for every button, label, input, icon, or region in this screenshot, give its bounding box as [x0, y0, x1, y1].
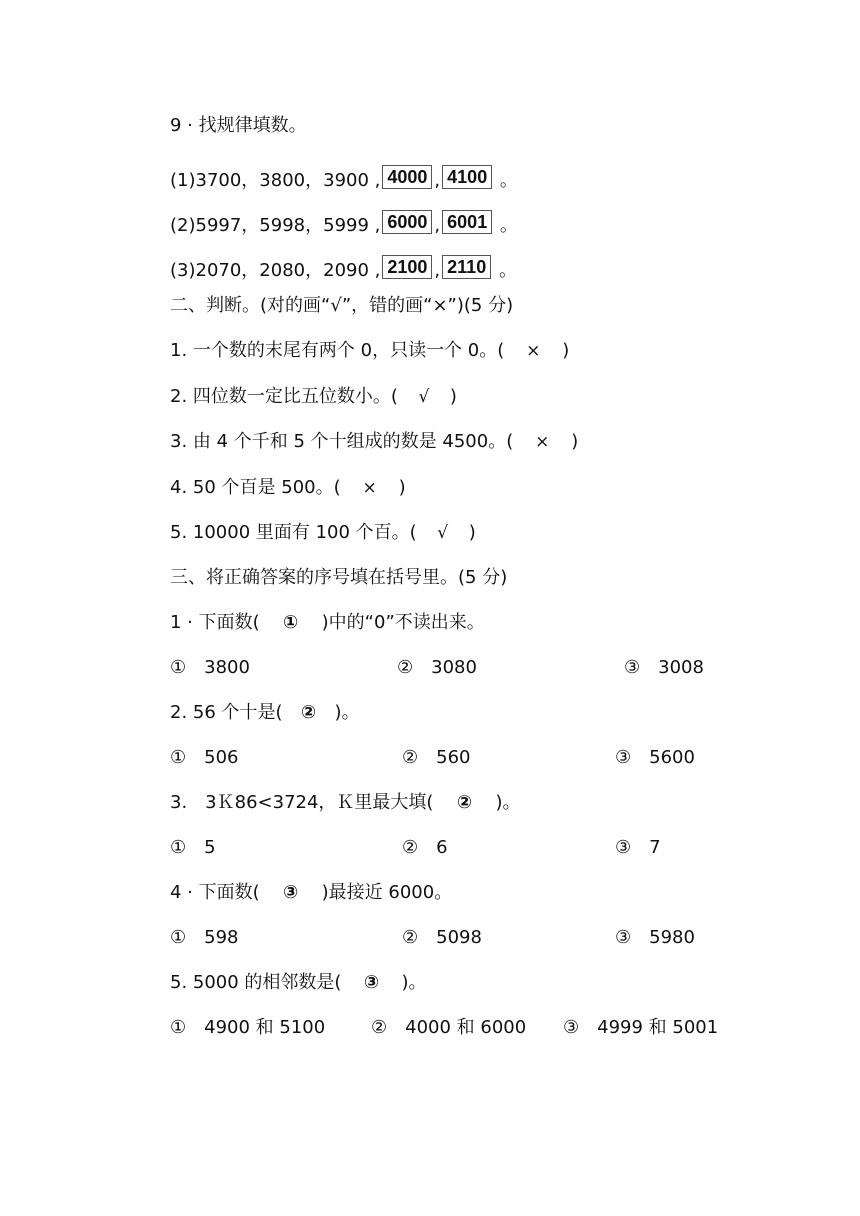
separator: , [434, 170, 441, 191]
q9-item-2 [170, 210, 518, 238]
judge-item-1 [170, 339, 569, 363]
judge-item-4 [170, 476, 406, 500]
choice-q2 [170, 701, 360, 725]
q9-item-prefix: (3)2070，2080，2090 , [170, 260, 381, 281]
judge-item-2 [170, 385, 457, 409]
judge-question: 5. 10000 里面有 100 个百。( [170, 522, 417, 543]
close-paren: ) [449, 386, 457, 407]
answer-box[interactable]: 2110 [442, 255, 491, 279]
option-3[interactable]: ③ 5980 [615, 927, 695, 948]
answer-box[interactable]: 4100 [442, 165, 492, 189]
q9-item-prefix: (2)5997，5998，5999 , [170, 215, 381, 236]
period: 。 [494, 215, 518, 236]
option-1[interactable]: ① 506 [170, 747, 239, 768]
close-paren: ) [468, 522, 476, 543]
cross-mark[interactable]: × [535, 432, 550, 452]
answer-box[interactable]: 4000 [382, 165, 432, 189]
choice-q1 [170, 611, 485, 635]
answer-box[interactable]: 6001 [442, 210, 492, 234]
question-text: )。 [334, 702, 360, 723]
question-text: 4 · 下面数( [170, 882, 260, 903]
question-text: 3. 3Ｋ86<3724，Ｋ里最大填( [170, 792, 434, 813]
q9-item-3 [170, 255, 517, 283]
q9-item-1 [170, 165, 518, 193]
cross-mark[interactable]: × [526, 341, 541, 361]
answer-circled[interactable]: ② [300, 702, 317, 723]
q9-title: 9 · 找规律填数。 [170, 115, 307, 136]
question-text: 5. 5000 的相邻数是( [170, 972, 342, 993]
option-1[interactable]: ① 4900 和 5100 [170, 1017, 326, 1038]
answer-box[interactable]: 6000 [382, 210, 432, 234]
answer-circled[interactable]: ② [456, 792, 473, 813]
question-text: 2. 56 个十是( [170, 702, 283, 723]
q9-item-prefix: (1)3700，3800，3900 , [170, 170, 381, 191]
answer-circled[interactable]: ③ [283, 882, 299, 903]
option-2[interactable]: ② 3080 [397, 657, 477, 678]
judge-question: 4. 50 个百是 500。( [170, 477, 341, 498]
option-1[interactable]: ① 3800 [170, 657, 250, 678]
choice-q5 [170, 971, 426, 995]
question-text: )。 [401, 972, 427, 993]
question-text: 1 · 下面数( [170, 612, 260, 633]
option-3[interactable]: ③ 7 [615, 837, 661, 858]
judge-question: 2. 四位数一定比五位数小。( [170, 386, 398, 407]
choice-heading: 三、将正确答案的序号填在括号里。(5 分) [170, 567, 508, 588]
judge-question: 1. 一个数的末尾有两个 0，只读一个 0。( [170, 340, 505, 361]
cross-mark[interactable]: × [362, 478, 377, 498]
answer-circled[interactable]: ③ [363, 972, 380, 993]
close-paren: ) [398, 477, 406, 498]
period: 。 [494, 170, 518, 191]
judge-item-3 [170, 430, 578, 454]
option-2[interactable]: ② 4000 和 6000 [371, 1017, 527, 1038]
judge-heading: 二、判断。(对的画“√”，错的画“×”)(5 分) [170, 295, 514, 316]
question-text: )。 [495, 792, 521, 813]
question-text: )中的“0”不读出来。 [321, 612, 485, 633]
judge-question: 3. 由 4 个千和 5 个十组成的数是 4500。( [170, 431, 514, 452]
option-1[interactable]: ① 5 [170, 837, 216, 858]
option-3[interactable]: ③ 4999 和 5001 [563, 1017, 719, 1038]
option-2[interactable]: ② 560 [402, 747, 471, 768]
judge-item-5 [170, 521, 476, 545]
separator: , [434, 260, 441, 281]
period: 。 [493, 260, 517, 281]
option-1[interactable]: ① 598 [170, 927, 239, 948]
check-mark[interactable]: √ [418, 387, 430, 407]
close-paren: ) [562, 340, 570, 361]
check-mark[interactable]: √ [437, 523, 449, 543]
close-paren: ) [571, 431, 579, 452]
question-text: )最接近 6000。 [321, 882, 453, 903]
option-3[interactable]: ③ 3008 [624, 657, 704, 678]
option-2[interactable]: ② 6 [402, 837, 448, 858]
choice-q4 [170, 881, 452, 905]
choice-q3 [170, 791, 520, 815]
answer-box[interactable]: 2100 [382, 255, 432, 279]
answer-circled[interactable]: ① [283, 612, 299, 633]
option-3[interactable]: ③ 5600 [615, 747, 695, 768]
separator: , [434, 215, 441, 236]
option-2[interactable]: ② 5098 [402, 927, 482, 948]
